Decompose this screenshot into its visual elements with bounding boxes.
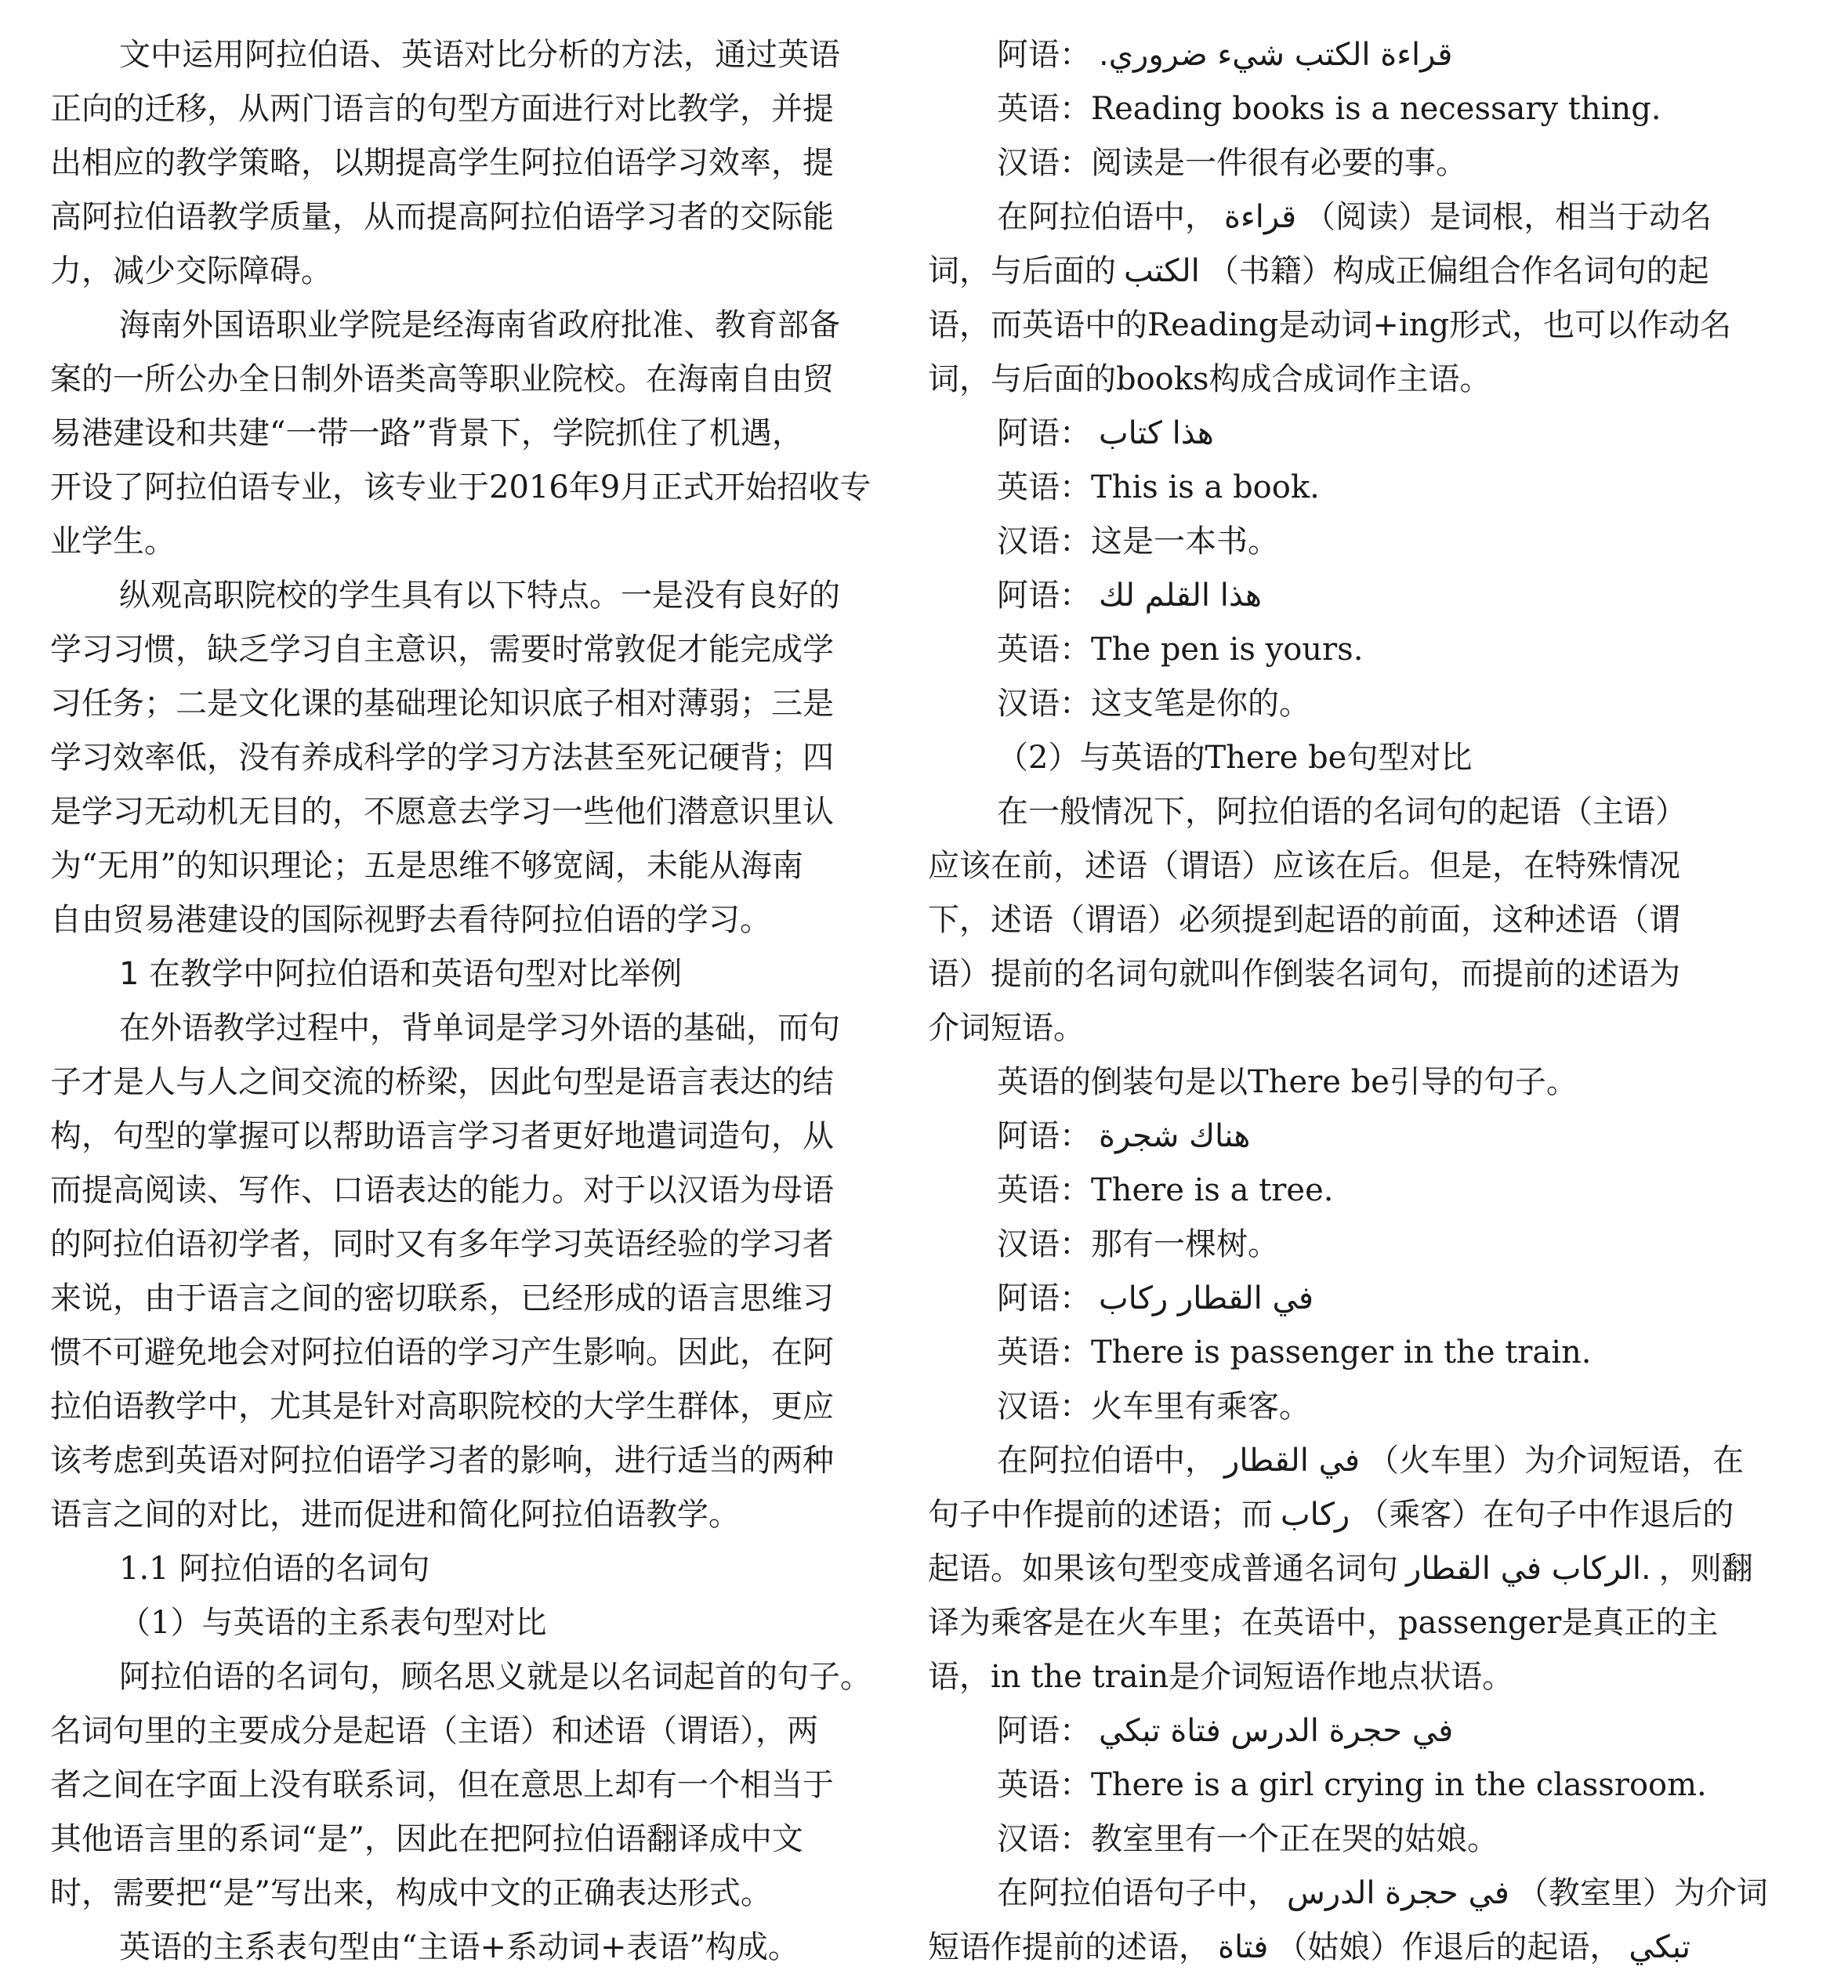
chinese-text: 阿语： xyxy=(997,1280,1091,1316)
paragraph-line: 纵观高职院校的学生具有以下特点。一是没有良好的 xyxy=(119,578,840,614)
paragraph-line: 案的一所公办全日制外语类高等职业院校。在海南自由贸 xyxy=(50,361,834,397)
chinese-text: （教室里）为介词 xyxy=(1516,1875,1768,1911)
paragraph-line: 海南外国语职业学院是经海南省政府批准、教育部备 xyxy=(119,307,840,343)
arabic-example-line xyxy=(928,569,1735,623)
paragraph-line: 出相应的教学策略，以期提高学生阿拉伯语学习效率，提 xyxy=(50,145,834,181)
paragraph-line: 高阿拉伯语教学质量，从而提高阿拉伯语学习者的交际能 xyxy=(50,199,834,235)
paragraph-line: 在外语教学过程中，背单词是学习外语的基础，而句 xyxy=(119,1010,840,1046)
arabic-text: هذا القلم لك xyxy=(1099,578,1262,614)
chinese-text: 词，与后面的 xyxy=(928,253,1116,289)
paragraph-line: 英语：Reading books is a necessary thing. xyxy=(997,91,1661,127)
left-column xyxy=(50,28,871,1975)
paragraph-line: 英语的主系表句型由“主语+系动词+表语”构成。 xyxy=(119,1929,799,1965)
chinese-text: 句子中作提前的述语；而 xyxy=(928,1497,1273,1533)
paragraph-line xyxy=(928,190,1735,244)
paragraph-line: 自由贸易港建设的国际视野去看待阿拉伯语的学习。 xyxy=(50,902,771,938)
paragraph-line: 应该在前，述语（谓语）应该在后。但是，在特殊情况 xyxy=(928,848,1680,884)
paragraph-line xyxy=(928,1921,1735,1975)
chinese-text: 阿语： xyxy=(997,1118,1091,1154)
paragraph-line: 英语：This is a book. xyxy=(997,469,1320,505)
paragraph-line: 来说，由于语言之间的密切联系，已经形成的语言思维习 xyxy=(50,1280,834,1316)
paragraph-line: 者之间在字面上没有联系词，但在意思上却有一个相当于 xyxy=(50,1767,834,1803)
arabic-text: قراءة xyxy=(1224,199,1297,235)
paragraph-line: 阿拉伯语的名词句，顾名思义就是以名词起首的句子。 xyxy=(119,1659,871,1695)
paragraph-line: 汉语：火车里有乘客。 xyxy=(997,1389,1310,1425)
paragraph-line xyxy=(928,1542,1753,1596)
arabic-text: تبكي xyxy=(1629,1929,1690,1965)
paragraph-line xyxy=(928,1488,1735,1542)
arabic-text: فتاة xyxy=(1218,1929,1269,1965)
chinese-text: 阿语： xyxy=(997,578,1091,614)
paragraph-line xyxy=(928,1867,1768,1921)
paragraph-line: 而提高阅读、写作、口语表达的能力。对于以汉语为母语 xyxy=(50,1172,834,1208)
arabic-example-line xyxy=(928,1272,1735,1326)
paragraph-line: 语言之间的对比，进而促进和简化阿拉伯语教学。 xyxy=(50,1497,740,1533)
paragraph-line: 其他语言里的系词“是”，因此在把阿拉伯语翻译成中文 xyxy=(50,1821,803,1857)
paragraph-line: 是学习无动机无目的，不愿意去学习一些他们潜意识里认 xyxy=(50,794,834,830)
arabic-text: الكتب xyxy=(1124,253,1200,289)
chinese-text: 起语。如果该句型变成普通名词句 xyxy=(928,1551,1398,1587)
chinese-text: 短语作提前的述语， xyxy=(928,1929,1210,1965)
paragraph-line: 易港建设和共建“一带一路”背景下，学院抓住了机遇， xyxy=(50,415,803,451)
arabic-example-line xyxy=(928,28,1735,82)
chinese-text: 阿语： xyxy=(997,1713,1091,1749)
paragraph-line: 在一般情况下，阿拉伯语的名词句的起语（主语） xyxy=(997,794,1687,830)
chinese-text: 阿语： xyxy=(997,415,1091,451)
paragraph-line: 汉语：那有一棵树。 xyxy=(997,1226,1279,1262)
paragraph-line: 英语的倒装句是以There be引导的句子。 xyxy=(997,1064,1578,1100)
paragraph-line: 学习效率低，没有养成科学的学习方法甚至死记硬背；四 xyxy=(50,740,834,776)
paragraph-line: 构，句型的掌握可以帮助语言学习者更好地遣词造句，从 xyxy=(50,1118,834,1154)
chinese-text: （姑娘）作退后的起语， xyxy=(1276,1929,1622,1965)
paragraph-line: 力，减少交际障碍。 xyxy=(50,253,332,289)
paragraph-line: 的阿拉伯语初学者，同时又有多年学习英语经验的学习者 xyxy=(50,1226,834,1262)
paragraph-line: 英语：There is passenger in the train. xyxy=(997,1334,1592,1371)
arabic-text: في حجرة الدرس xyxy=(1287,1875,1509,1911)
chinese-text: ，则翻 xyxy=(1658,1551,1753,1587)
chinese-text: 在阿拉伯语中， xyxy=(997,1443,1216,1479)
chinese-text: 阿语： xyxy=(997,37,1091,73)
subsection-heading: （1）与英语的主系表句型对比 xyxy=(119,1605,547,1641)
paragraph-line: 学习习惯，缺乏学习自主意识，需要时常敦促才能完成学 xyxy=(50,632,834,668)
arabic-text: هذا كتاب xyxy=(1099,415,1214,451)
arabic-text: قراءة الكتب شيء ضروري. xyxy=(1099,37,1453,73)
arabic-example-line xyxy=(928,407,1735,461)
section-heading: 1 在教学中阿拉伯语和英语句型对比举例 xyxy=(119,956,683,992)
right-column xyxy=(928,28,1768,1975)
arabic-text: ركاب xyxy=(1281,1497,1350,1533)
chinese-text: 在阿拉伯语中， xyxy=(997,199,1216,235)
paragraph-line: 汉语：阅读是一件很有必要的事。 xyxy=(997,145,1467,181)
arabic-text: هناك شجرة xyxy=(1099,1118,1251,1154)
paragraph-line xyxy=(928,244,1735,299)
paragraph-line: 语，而英语中的Reading是动词+ing形式，也可以作动名 xyxy=(928,307,1732,343)
paragraph-line: 文中运用阿拉伯语、英语对比分析的方法，通过英语 xyxy=(119,37,840,73)
chinese-text: 在阿拉伯语句子中， xyxy=(997,1875,1279,1911)
paragraph-line: 该考虑到英语对阿拉伯语学习者的影响，进行适当的两种 xyxy=(50,1443,834,1479)
paragraph-line: 英语：The pen is yours. xyxy=(997,632,1364,668)
paragraph-line: 习任务；二是文化课的基础理论知识底子相对薄弱；三是 xyxy=(50,686,834,722)
paragraph-line: 译为乘客是在火车里；在英语中，passenger是真正的主 xyxy=(928,1605,1719,1641)
arabic-example-line xyxy=(928,1704,1735,1758)
paragraph-line: 子才是人与人之间交流的桥梁，因此句型是语言表达的结 xyxy=(50,1064,834,1100)
arabic-text: في القطار ركاب xyxy=(1099,1280,1314,1316)
paragraph-line: 汉语：教室里有一个正在哭的姑娘。 xyxy=(997,1821,1498,1857)
paragraph-line: （2）与英语的There be句型对比 xyxy=(997,740,1473,776)
paragraph-line: 业学生。 xyxy=(50,523,176,559)
paragraph-line: 英语：There is a girl crying in the classroom. xyxy=(997,1767,1707,1803)
paragraph-line xyxy=(928,1434,1745,1488)
paragraph-line: 汉语：这是一本书。 xyxy=(997,523,1279,559)
arabic-text: .الركاب في القطار xyxy=(1406,1551,1651,1587)
paragraph-line: 词，与后面的books构成合成词作主语。 xyxy=(928,361,1491,397)
chinese-text: （阅读）是词根，相当于动名 xyxy=(1304,199,1712,235)
paragraph-line: 语）提前的名词句就叫作倒装名词句，而提前的述语为 xyxy=(928,956,1680,992)
paragraph-line: 下，述语（谓语）必须提到起语的前面，这种述语（谓 xyxy=(928,902,1680,938)
arabic-text: في حجرة الدرس فتاة تبكي xyxy=(1099,1713,1454,1749)
paragraph-line: 名词句里的主要成分是起语（主语）和述语（谓语），两 xyxy=(50,1713,818,1749)
chinese-text: （火车里）为介词短语，在 xyxy=(1368,1443,1745,1479)
paragraph-line: 为“无用”的知识理论；五是思维不够宽阔，未能从海南 xyxy=(50,848,803,884)
paragraph-line: 介词短语。 xyxy=(928,1010,1085,1046)
paragraph-line: 开设了阿拉伯语专业，该专业于2016年9月正式开始招收专 xyxy=(50,469,871,505)
paragraph-line: 英语：There is a tree. xyxy=(997,1172,1334,1208)
paragraph-line: 拉伯语教学中，尤其是针对高职院校的大学生群体，更应 xyxy=(50,1389,834,1425)
arabic-example-line xyxy=(928,1110,1735,1164)
chinese-text: （书籍）构成正偏组合作名词句的起 xyxy=(1207,253,1709,289)
subsection-heading: 1.1 阿拉伯语的名词句 xyxy=(119,1551,430,1587)
paragraph-line: 语，in the train是介词短语作地点状语。 xyxy=(928,1659,1514,1695)
chinese-text: （乘客）在句子中作退后的 xyxy=(1357,1497,1734,1533)
paragraph-line: 正向的迁移，从两门语言的句型方面进行对比教学，并提 xyxy=(50,91,834,127)
arabic-text: في القطار xyxy=(1224,1443,1361,1479)
paragraph-line: 汉语：这支笔是你的。 xyxy=(997,686,1310,722)
paragraph-line: 时，需要把“是”写出来，构成中文的正确表达形式。 xyxy=(50,1875,772,1911)
paragraph-line: 惯不可避免地会对阿拉伯语的学习产生影响。因此，在阿 xyxy=(50,1334,834,1371)
